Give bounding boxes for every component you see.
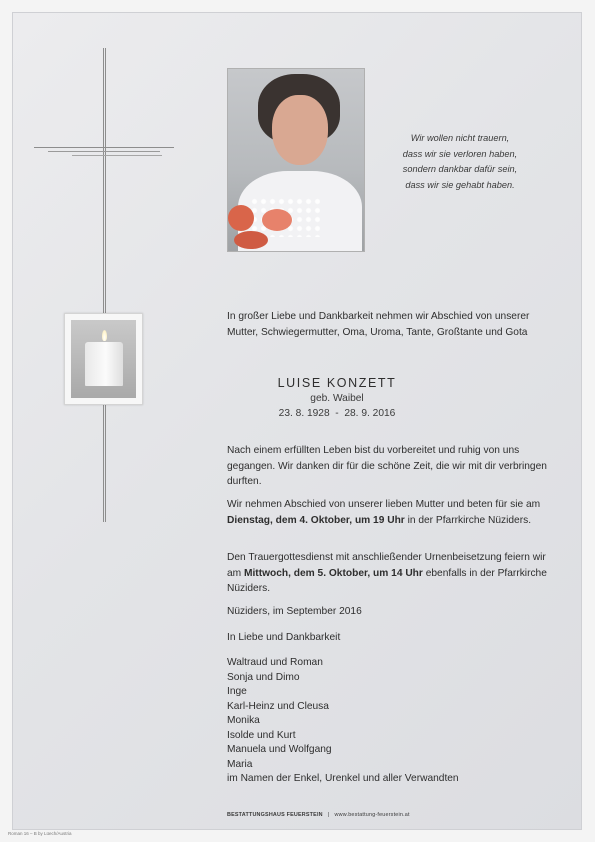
birth-name: geb. Waibel <box>310 393 364 404</box>
candle-image <box>64 313 143 405</box>
cross-horizontal-beam-2 <box>48 151 160 152</box>
intro-text: In großer Liebe und Dankbarkeit nehmen wir Abschied von unserer Mutter, Schwiegermutter, Oma, Uroma, Tante, Großtante und Gota <box>227 311 530 338</box>
service-text: Den Trauergottesdienst mit anschließender Urnenbeisetzung feiern wir am <box>227 552 546 579</box>
funeral-home-website: www.bestattung-feuerstein.at <box>334 812 410 818</box>
photo-flower <box>234 231 268 249</box>
mourner-entry: Waltraud und Roman <box>227 657 323 668</box>
service-date: Mittwoch, dem 5. Oktober, um 14 Uhr <box>243 567 423 579</box>
cross-horizontal-beam <box>34 147 174 148</box>
place-date: Nüziders, im September 2016 <box>227 606 362 617</box>
poem-line: dass wir sie verloren haben, <box>402 148 518 159</box>
mourner-entry: im Namen der Enkel, Urenkel und aller Verwandten <box>227 773 459 784</box>
deceased-name: LUISE KONZETT <box>277 376 397 390</box>
mourner-entry: Maria <box>227 758 253 770</box>
mourners-list <box>227 656 547 787</box>
mourner-entry: Manuela und Wolfgang <box>227 744 332 755</box>
mourner-entry: Sonja und Dimo <box>227 671 300 683</box>
prayer-location: in der Pfarrkirche Nüziders. <box>404 514 532 526</box>
photo-flower <box>262 209 292 231</box>
funeral-home-name: BESTATTUNGSHAUS FEUERSTEIN <box>227 812 323 818</box>
candle-background <box>71 320 136 398</box>
portrait-photo <box>227 68 365 252</box>
prayer-paragraph <box>227 497 547 528</box>
farewell-paragraph: Nach einem erfüllten Leben bist du vorbereitet und ruhig von uns gegangen. Wir danken dir für die schöne Zeit, die wir mit dir verbringen durften. <box>227 445 547 487</box>
mourner-entry: Karl-Heinz und Cleusa <box>227 700 329 712</box>
poem-line: Wir wollen nicht trauern, <box>410 133 510 143</box>
funeral-home-footer <box>227 812 547 818</box>
prayer-text: Wir nehmen Abschied von unserer lieben Mutter und beten für sie am <box>227 499 541 510</box>
mourner-entry: Isolde und Kurt <box>227 729 296 741</box>
mourner-entry: Inge <box>227 686 247 697</box>
flame-icon <box>102 330 107 341</box>
service-paragraph <box>227 550 547 597</box>
prayer-date: Dienstag, dem 4. Oktober, um 19 Uhr <box>227 514 405 526</box>
service-location: ebenfalls in der Pfarrkirche Nüziders. <box>227 567 547 594</box>
mourner-entry: Monika <box>227 715 260 726</box>
poem-line: dass wir sie gehabt haben. <box>405 179 515 190</box>
memorial-poem <box>390 131 530 193</box>
photo-face <box>272 95 328 165</box>
cross-vertical-beam <box>103 48 106 522</box>
poem-line: sondern dankbar dafür sein, <box>402 164 518 174</box>
life-dates: 23. 8. 1928 - 28. 9. 2016 <box>278 408 396 419</box>
footer-separator: | <box>327 812 330 818</box>
photo-flower <box>228 205 254 231</box>
closing-line: In Liebe und Dankbarkeit <box>227 632 341 643</box>
print-line: Roman 16 – B by Lüech/Austria <box>8 831 72 836</box>
candle-icon <box>85 342 123 386</box>
cross-horizontal-beam-3 <box>72 155 162 156</box>
